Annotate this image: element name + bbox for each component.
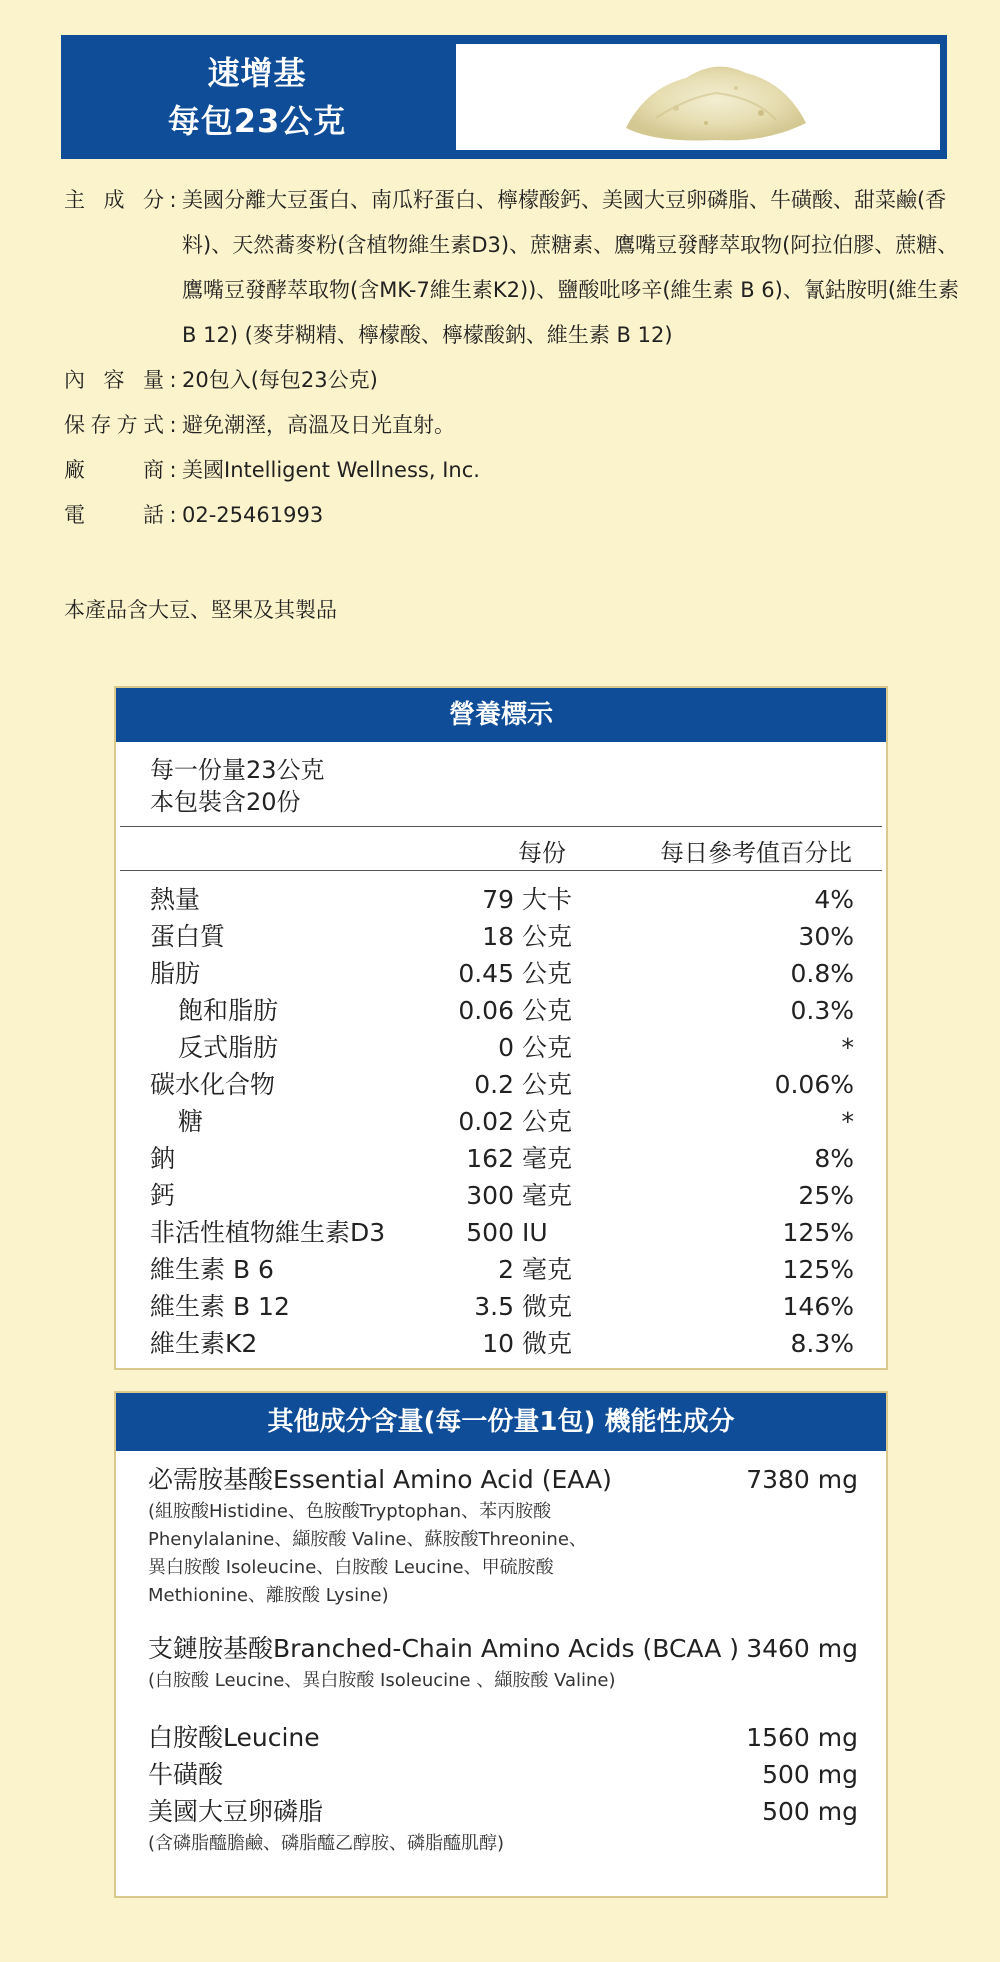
ingredient-detail: Phenylalanine、纈胺酸 Valine、蘇胺酸Threonine、: [148, 1529, 587, 1550]
nutrient-daily-pct: 0.3%: [790, 996, 854, 1025]
info-colon: :: [169, 458, 177, 482]
nutrient-daily-pct: 0.06%: [774, 1070, 854, 1099]
nutrient-row: [116, 1325, 886, 1362]
phone-row: [64, 493, 964, 538]
nutrient-name: 鈉: [150, 1144, 176, 1173]
per-serving-header: 每份: [518, 839, 566, 867]
nutrient-amount: 0.06: [458, 996, 514, 1025]
nutrient-name: 非活性植物維生素D3: [150, 1218, 386, 1247]
nutrient-unit: 公克: [522, 1033, 573, 1062]
manufacturer-text: 美國Intelligent Wellness, Inc.: [182, 458, 480, 482]
ingredients-text: 美國分離大豆蛋白、南瓜籽蛋白、檸檬酸鈣、美國大豆卵磷脂、牛磺酸、甜菜鹼(香料)、天然蕎麥粉(含植物維生素D3)、蔗糖素、鷹嘴豆發酵萃取物(阿拉伯膠、蔗糖、鷹嘴豆發酵萃取物(含MK-7維生素K2))、鹽酸吡哆辛(維生素 B 6)、氰鈷胺明(維生素 B 12) (麥芽糊精、檸檬酸、檸檬酸鈉、維生素 B 12): [182, 188, 960, 347]
nutrient-unit: 毫克: [522, 1144, 573, 1173]
nutrient-row: [116, 1140, 886, 1177]
ingredient-detail: (白胺酸 Leucine、異白胺酸 Isoleucine 、纈胺酸 Valine): [148, 1670, 616, 1691]
nutrient-row: [116, 1177, 886, 1214]
info-colon: :: [169, 188, 177, 212]
ingredients-row: [64, 178, 964, 358]
ingredient-value: 500 mg: [762, 1760, 858, 1789]
ingredient-value: 7380 mg: [746, 1465, 858, 1494]
powder-pile-image: [616, 48, 816, 148]
nutrient-amount: 79: [482, 885, 514, 914]
info-label: 保存方式: [64, 413, 164, 437]
nutrient-row: [116, 1029, 886, 1066]
nutrient-name: 糖: [178, 1107, 204, 1136]
nutrient-name: 鈣: [150, 1181, 176, 1210]
nutrient-unit: 毫克: [522, 1255, 573, 1284]
nutrient-amount: 0: [498, 1033, 514, 1062]
ingredient-name: 美國大豆卵磷脂: [148, 1797, 324, 1826]
nutrient-row: [116, 1066, 886, 1103]
phone-text: 02-25461993: [182, 503, 324, 527]
product-info: [64, 178, 964, 538]
powder-photo: [456, 44, 940, 150]
nutrition-rows: [116, 871, 886, 1362]
nutrient-daily-pct: 8%: [814, 1144, 854, 1173]
ingredient-detail: (組胺酸Histidine、色胺酸Tryptophan、苯丙胺酸: [148, 1501, 552, 1522]
nutrient-row: [116, 992, 886, 1029]
ingredient-value: 1560 mg: [746, 1723, 858, 1752]
ingredient-name: 必需胺基酸Essential Amino Acid (EAA): [148, 1465, 612, 1494]
ingredient-item: [148, 1719, 886, 1756]
nutrient-name: 反式脂肪: [178, 1033, 279, 1062]
net-content-text: 20包入(每包23公克): [182, 368, 378, 392]
net-content-row: [64, 358, 964, 403]
nutrient-unit: 毫克: [522, 1181, 573, 1210]
nutrient-row: [116, 1103, 886, 1140]
nutrient-unit: 微克: [522, 1292, 573, 1321]
daily-value-header: 每日參考值百分比: [660, 839, 852, 867]
nutrient-amount: 0.45: [458, 959, 514, 988]
nutrient-daily-pct: 125%: [782, 1218, 854, 1247]
nutrient-amount: 0.2: [474, 1070, 514, 1099]
nutrient-name: 維生素K2: [150, 1329, 258, 1358]
info-label: 內容量: [64, 368, 164, 392]
nutrient-row: [116, 955, 886, 992]
nutrient-name: 熱量: [150, 885, 201, 914]
info-colon: :: [169, 368, 177, 392]
info-label: 主成分: [64, 188, 164, 212]
nutrient-name: 飽和脂肪: [178, 996, 279, 1025]
serving-size: 每一份量23公克: [150, 756, 325, 784]
nutrient-unit: 公克: [522, 959, 573, 988]
nutrition-column-header: [120, 826, 882, 871]
info-label: 電話: [64, 503, 164, 527]
nutrient-unit: 公克: [522, 1107, 573, 1136]
info-colon: :: [169, 413, 177, 437]
product-banner: [61, 35, 947, 159]
functional-ingredients-panel: [114, 1391, 888, 1898]
nutrient-name: 維生素 B 6: [150, 1255, 274, 1284]
nutrient-amount: 0.02: [458, 1107, 514, 1136]
ingredient-name: 牛磺酸: [148, 1760, 224, 1789]
nutrient-unit: 大卡: [522, 885, 573, 914]
servings-per-pack: 本包裝含20份: [150, 788, 301, 816]
nutrient-daily-pct: 8.3%: [790, 1329, 854, 1358]
nutrient-amount: 500: [466, 1218, 514, 1247]
functional-ingredients-title: 其他成分含量(每一份量1包) 機能性成分: [116, 1393, 886, 1451]
product-title: [64, 38, 450, 156]
ingredient-detail: (含磷脂醯膽鹼、磷脂醯乙醇胺、磷脂醯肌醇): [148, 1833, 505, 1854]
nutrient-daily-pct: 30%: [798, 922, 854, 951]
nutrient-daily-pct: 146%: [782, 1292, 854, 1321]
nutrient-amount: 2: [498, 1255, 514, 1284]
nutrient-row: [116, 918, 886, 955]
nutrient-name: 碳水化合物: [150, 1070, 276, 1099]
ingredient-value: 500 mg: [762, 1797, 858, 1826]
nutrient-row: [116, 1288, 886, 1325]
storage-row: [64, 403, 964, 448]
nutrient-daily-pct: 4%: [814, 885, 854, 914]
nutrient-row: [116, 1214, 886, 1251]
storage-text: 避免潮溼，高溫及日光直射。: [182, 413, 455, 437]
ingredient-item: [148, 1793, 886, 1858]
serving-info: [116, 742, 886, 826]
nutrient-unit: IU: [522, 1218, 548, 1247]
nutrient-daily-pct: 0.8%: [790, 959, 854, 988]
nutrient-row: [116, 1251, 886, 1288]
info-label: 廠商: [64, 458, 164, 482]
nutrient-amount: 300: [466, 1181, 514, 1210]
product-name: 速增基: [207, 54, 307, 92]
nutrient-daily-pct: *: [841, 1033, 854, 1062]
nutrient-name: 蛋白質: [150, 922, 226, 951]
info-colon: :: [169, 503, 177, 527]
nutrient-name: 維生素 B 12: [150, 1292, 290, 1321]
nutrition-facts-panel: [114, 686, 888, 1370]
ingredient-item: [148, 1630, 886, 1695]
nutrient-amount: 18: [482, 922, 514, 951]
ingredient-item: [148, 1756, 886, 1793]
nutrient-amount: 10: [482, 1329, 514, 1358]
nutrient-amount: 162: [466, 1144, 514, 1173]
nutrient-row: [116, 881, 886, 918]
ingredient-item: [148, 1461, 886, 1610]
ingredient-value: 3460 mg: [746, 1634, 858, 1663]
nutrient-unit: 公克: [522, 922, 573, 951]
nutrient-daily-pct: *: [841, 1107, 854, 1136]
nutrient-name: 脂肪: [150, 959, 201, 988]
ingredient-name: 白胺酸Leucine: [148, 1723, 320, 1752]
ingredient-detail: 異白胺酸 Isoleucine、白胺酸 Leucine、甲硫胺酸: [148, 1557, 554, 1578]
nutrition-title: 營養標示: [116, 688, 886, 742]
nutrient-unit: 公克: [522, 996, 573, 1025]
allergen-notice: 本產品含大豆、堅果及其製品: [64, 598, 337, 622]
nutrient-unit: 公克: [522, 1070, 573, 1099]
manufacturer-row: [64, 448, 964, 493]
nutrient-amount: 3.5: [474, 1292, 514, 1321]
ingredient-detail: Methionine、離胺酸 Lysine): [148, 1585, 389, 1606]
nutrient-daily-pct: 25%: [798, 1181, 854, 1210]
functional-ingredients-list: [116, 1451, 886, 1858]
nutrient-unit: 微克: [522, 1329, 573, 1358]
product-size: 每包23公克: [167, 102, 347, 140]
nutrient-daily-pct: 125%: [782, 1255, 854, 1284]
ingredient-name: 支鏈胺基酸Branched-Chain Amino Acids (BCAA ): [148, 1634, 740, 1663]
